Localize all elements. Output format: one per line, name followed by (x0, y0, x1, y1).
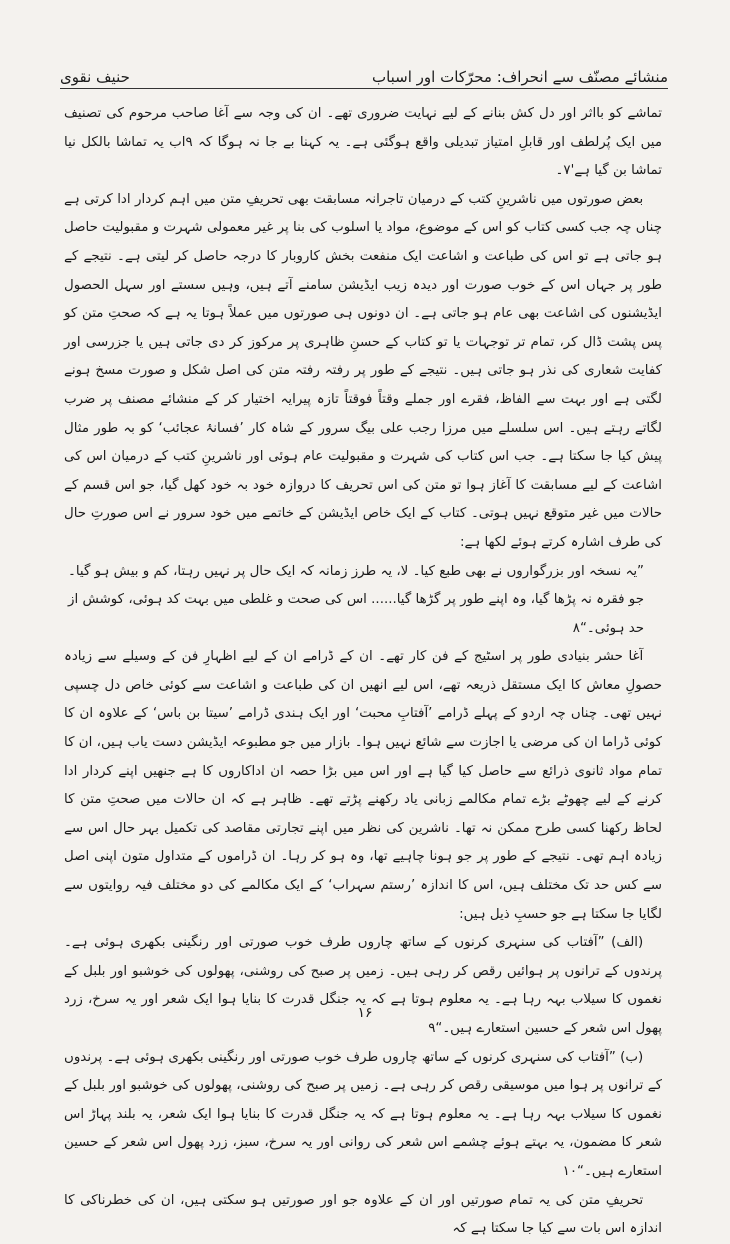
paragraph-3: آغا حشر بنیادی طور پر اسٹیج کے فن کار تھے۔ ان کے ڈرامے ان کے لیے اظہارِ فن کے وسیلے سے زیادہ حصولِ معاش کا ایک مستقل ذریعہ تھے، اس لیے انھیں ان کی طباعت و اشاعت سے کوئی خاص دل چسپی نہیں تھی۔ چناں چہ اردو کے پہلے ڈرامے ’آفتابِ محبت‘ اور ایک ہندی ڈرامے ’سیتا بن باس‘ کے علاوہ ان کا کوئی ڈراما ان کی مرضی یا اجازت سے شائع نہیں ہوا۔ بازار میں جو مطبوعہ ایڈیشن دست یاب ہیں، ان کا تمام مواد ثانوی ذرائع سے حاصل کیا گیا ہے اور اس میں بڑا حصہ ان اداکاروں کا ہے جنھیں اپنے کردار ادا کرنے کے لیے چھوٹے بڑے تمام مکالمے زبانی یاد رکھنے پڑتے تھے۔ ظاہر ہے کہ ان حالات میں صحتِ متن کا لحاظ رکھنا کسی طرح ممکن نہ تھا۔ ناشرین کی نظر میں اپنے تجارتی مقاصد کی تکمیل بہر حال اس سے زیادہ اہم تھی۔ نتیجے کے طور پر جو ہونا چاہیے تھا، وہ ہو کر رہا۔ ان ڈراموں کے متداول متون اپنی اصل سے کس حد تک مختلف ہیں، اس کا اندازہ ’رستم سہراب‘ کے ایک مکالمے کی دو مختلف فیہ روایتوں سے لگایا جا سکتا ہے جو حسبِ ذیل ہیں: (64, 649, 662, 922)
header-title: منشائے مصنّف سے انحراف: محرّکات اور اسباب (371, 68, 668, 86)
quotation-1: ”یہ نسخہ اور بزرگواروں نے بھی طبع کیا۔ لا، یہ طرز زمانہ کہ ایک حال پر نہیں رہتا، کم و بیش ہو گیا۔ جو فقرہ نہ پڑھا گیا، وہ اپنے طور پر گڑھا گیا...... اس کی صحت و غلطی میں بہت کد ہوئی، کوشش از حد ہوئی۔“۸ (68, 563, 644, 636)
main-text (64, 100, 662, 1244)
example-bay: (ب) ”آفتاب کی سنہری کرنوں کے ساتھ چاروں طرف خوب صورتی اور رنگینی بکھری ہوئی ہے۔ پرندوں کے ترانوں پر ہوا میں موسیقی رقص کر رہی ہے۔ زمیں پر صبح کی روشنی، پھولوں کی خوشبو اور بلبل کے نغموں کا سیلاب بہہ رہا ہے۔ یہ معلوم ہوتا ہے کہ یہ جنگل قدرت کا بنایا ہوا ایک شعر، یہ بلند پہاڑ اس شعر کا مضمون، یہ بہتے ہوئے چشمے اس شعر کی روانی اور یہ سرخ، سبز، زرد پھول اس شعر کے حسین استعارے ہیں۔“۱۰ (64, 1049, 662, 1179)
header-author: حنیف نقوی (60, 68, 130, 86)
paragraph-4: تحریفِ متن کی یہ تمام صورتیں اور ان کے علاوہ جو اور صورتیں ہو سکتی ہیں، ان کی خطرناکی کا اندازہ اس بات سے کیا جا سکتا ہے کہ (64, 1192, 662, 1237)
example-alif: (الف) ”آفتاب کی سنہری کرنوں کے ساتھ چاروں طرف خوب صورتی اور رنگینی بکھری ہوئی ہے۔ پرندوں کے ترانوں پر ہوائیں رقص کر رہی ہیں۔ زمیں پر صبح کی روشنی، پھولوں کی خوشبو اور بلبل کے نغموں کا سیلاب بہہ رہا ہے۔ یہ معلوم ہوتا ہے کہ یہ جنگل قدرت کا بنایا ہوا ایک شعر اور یہ سرخ، زرد پھول اس شعر کے حسین استعارے ہیں۔“۹ (64, 935, 662, 1036)
page-number: ۱۶ (357, 1005, 373, 1021)
running-header (60, 60, 668, 86)
paragraph-1: تماشے کو بااثر اور دل کش بنانے کے لیے نہایت ضروری تھے۔ ان کی وجہ سے آغا صاحب مرحوم کی تصنیف میں ایک پُرلطف اور قابلِ امتیاز تبدیلی واقع ہوگئی ہے۔ یہ کہنا بے جا نہ ہوگا کہ ۹اب یہ تماشا بالکل نیا تماشا بن گیا ہے'۷۔ (64, 106, 662, 179)
header-rule (60, 88, 668, 89)
paragraph-2: بعض صورتوں میں ناشرینِ کتب کے درمیان تاجرانہ مسابقت بھی تحریفِ متن میں اہم کردار ادا کرتی ہے چناں چہ جب کسی کتاب کو اس کے موضوع، مواد یا اسلوب کی بنا پر غیر معمولی شہرت و مقبولیت حاصل ہو جاتی ہے تو اس کی طباعت و اشاعت ایک منفعت بخش کاروبار کا درجہ حاصل کر لیتی ہے۔ نتیجے کے طور پر جہاں اس کے خوب صورت اور دیدہ زیب ایڈیشن سامنے آتے ہیں، وہیں سستے اور سہل الحصول ایڈیشنوں کی اشاعت بھی عام ہو جاتی ہے۔ ان دونوں ہی صورتوں میں عملاً ہوتا یہ ہے کہ صحتِ متن کو پس پشت ڈال کر، تمام تر توجہات یا تو کتاب کے حسنِ ظاہری پر مرکوز کر دی جاتی ہیں یا جزرسی اور کفایت شعاری کی نذر ہو جاتی ہیں۔ نتیجے کے طور پر رفتہ رفتہ متن کی اصل شکل و صورت مسخ ہونے لگتی ہے اور بہت سے الفاظ، فقرے اور جملے وقتاً فوقتاً تازہ پیرایہ اختیار کر کے منشائے مصنف پر ضرب لگاتے رہتے ہیں۔ اس سلسلے میں مرزا رجب علی بیگ سرور کے شاہ کار ’فسانۂ عجائب‘ کو بہ طور مثال پیش کیا جا سکتا ہے۔ جب اس کتاب کی شہرت و مقبولیت عام ہوئی اور ناشرینِ کتب کے درمیان اس کی اشاعت کے لیے مسابقت کا آغاز ہوا تو متن کی اس تحریف کا دروازہ خود بہ خود کھل گیا، جو اس قسم کے حالات میں غیر متوقع نہیں ہوتی۔ کتاب کے ایک خاص ایڈیشن کے خاتمے میں خود سرور نے اس صورتِ حال کی طرف اشارہ کرتے ہوئے لکھا ہے: (64, 191, 662, 550)
